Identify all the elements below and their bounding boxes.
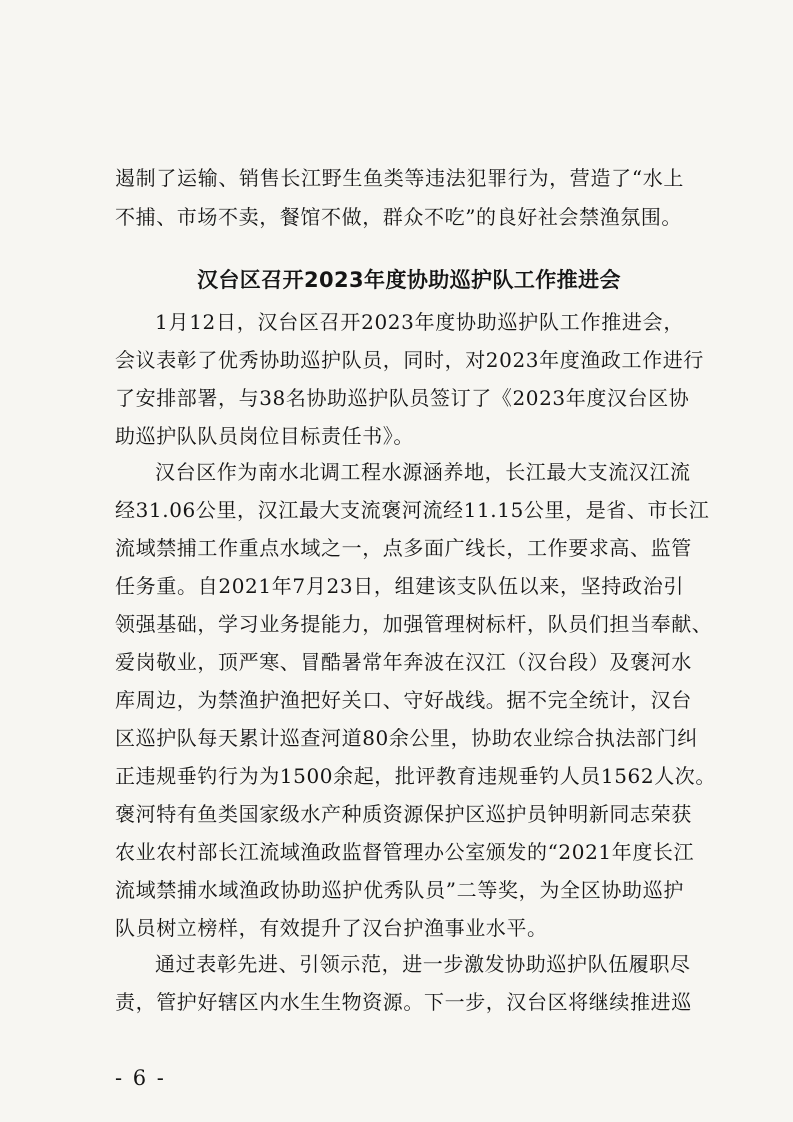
paragraph-2-line-9: 正违规垂钓行为为1500余起，批评教育违规垂钓人员1562人次。 (115, 764, 716, 788)
paragraph-1-line-3: 了安排部署，与38名协助巡护队员签订了《2023年度汉台区协 (115, 386, 690, 410)
paragraph-1-line-2: 会议表彰了优秀协助巡护队员，同时，对2023年度渔政工作进行 (115, 348, 704, 372)
paragraph-2-line-13: 队员树立榜样，有效提升了汉台护渔事业水平。 (115, 916, 548, 940)
paragraph-2-line-4: 任务重。自2021年7月23日，组建该支队伍以来，坚持政治引 (115, 574, 684, 598)
paragraph-2-line-8: 区巡护队每天累计巡查河道80余公里，协助农业综合执法部门纠 (115, 726, 698, 750)
paragraph-2-line-3: 流域禁捕工作重点水域之一，点多面广线长，工作要求高、监管 (115, 536, 692, 560)
paragraph-2-line-6: 爱岗敬业，顶严寒、冒酷暑常年奔波在汉江（汉台段）及褒河水 (115, 650, 692, 674)
paragraph-3-line-1: 通过表彰先进、引领示范，进一步激发协助巡护队伍履职尽 (155, 952, 691, 976)
paragraph-2-line-5: 领强基础，学习业务提能力，加强管理树标杆，队员们担当奉献、 (115, 612, 713, 636)
paragraph-2-line-10: 褒河特有鱼类国家级水产种质资源保护区巡护员钟明新同志荣获 (115, 802, 692, 826)
paragraph-2-line-12: 流域禁捕水域渔政协助巡护优秀队员”二等奖，为全区协助巡护 (115, 878, 684, 902)
top-paragraph-line-2: 不捕、市场不卖，餐馆不做，群众不吃”的良好社会禁渔氛围。 (115, 205, 683, 229)
top-paragraph-line-1: 遏制了运输、销售长江野生鱼类等违法犯罪行为，营造了“水上 (115, 166, 684, 190)
paragraph-1-line-1: 1月12日，汉台区召开2023年度协助巡护队工作推进会， (155, 310, 684, 334)
paragraph-1-line-4: 助巡护队队员岗位目标责任书》。 (115, 424, 414, 448)
paragraph-2-line-2: 经31.06公里，汉江最大支流褒河流经11.15公里，是省、市长江 (115, 498, 710, 522)
paragraph-2-line-1: 汉台区作为南水北调工程水源涵养地，长江最大支流汉江流 (155, 460, 691, 484)
paragraph-2-line-7: 库周边，为禁渔护渔把好关口、守好战线。据不完全统计，汉台 (115, 688, 692, 712)
paragraph-3-line-2: 责，管护好辖区内水生生物资源。下一步，汉台区将继续推进巡 (115, 990, 692, 1014)
page-number: - 6 - (115, 1066, 166, 1090)
section-heading: 汉台区召开2023年度协助巡护队工作推进会 (197, 268, 621, 292)
paragraph-2-line-11: 农业农村部长江流域渔政监督管理办公室颁发的“2021年度长江 (115, 840, 695, 864)
